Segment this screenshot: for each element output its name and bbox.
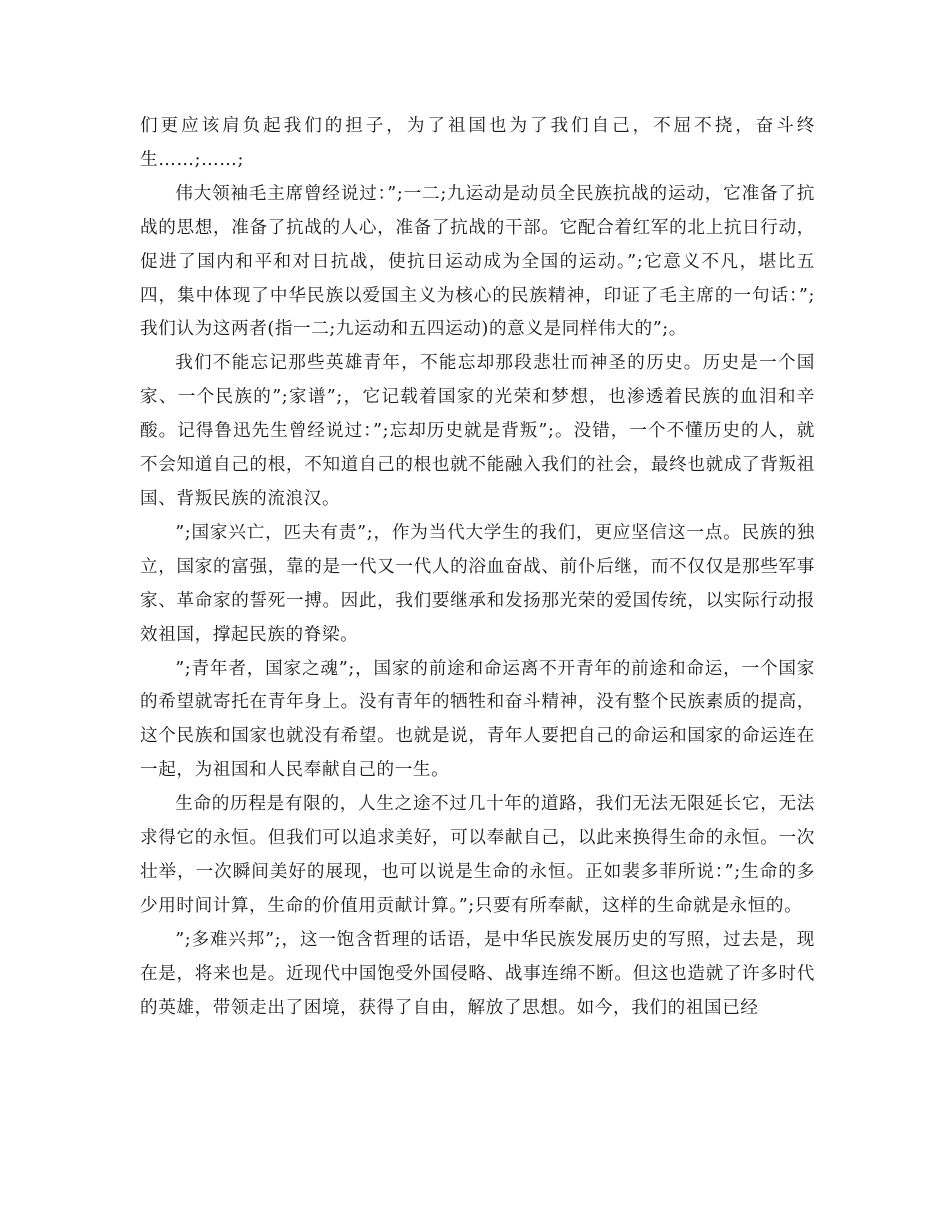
- paragraph-1: 们更应该肩负起我们的担子，为了祖国也为了我们自己，不屈不挠，奋斗终生……;……;: [140, 116, 815, 170]
- paragraph-6: 生命的历程是有限的，人生之途不过几十年的道路，我们无法无限延长它，无法求得它的永恒。但我们可以追求美好，可以奉献自己，以此来换得生命的永恒。一次壮举，一次瞬间美好的展现，也可以说是生命的永恒。正如裴多菲所说：”;生命的多少用时间计算，生命的价值用贡献计算。”;只要有所奉献，这样的生命就是永恒的。: [140, 794, 815, 916]
- paragraph-3: 我们不能忘记那些英雄青年，不能忘却那段悲壮而神圣的历史。历史是一个国家、一个民族的”;家谱”;，它记载着国家的光荣和梦想，也渗透着民族的血泪和辛酸。记得鲁迅先生曾经说过：”;忘却历史就是背叛”;。没错，一个不懂历史的人，就不会知道自己的根，不知道自己的根也就不能融入我们的社会，最终也就成了背叛祖国、背叛民族的流浪汉。: [140, 353, 815, 509]
- paragraph-7: ”;多难兴邦”;，这一饱含哲理的话语，是中华民族发展历史的写照，过去是，现在是，将来也是。近现代中国饱受外国侵略、战事连绵不断。但这也造就了许多时代的英雄，带领走出了困境，获得了自由，解放了思想。如今，我们的祖国已经: [140, 929, 815, 1018]
- paragraph-2: 伟大领袖毛主席曾经说过：”;一二;九运动是动员全民族抗战的运动，它准备了抗战的思想，准备了抗战的人心，准备了抗战的干部。它配合着红军的北上抗日行动，促进了国内和平和对日抗战，使抗日运动成为全国的运动。”;它意义不凡，堪比五四，集中体现了中华民族以爱国主义为核心的民族精神，印证了毛主席的一句话：”;我们认为这两者(指一二;九运动和五四运动)的意义是同样伟大的”;。: [140, 183, 815, 340]
- document-body: [140, 110, 815, 1025]
- paragraph-5: ”;青年者，国家之魂”;，国家的前途和命运离不开青年的前途和命运，一个国家的希望就寄托在青年身上。没有青年的牺牲和奋斗精神，没有整个民族素质的提高，这个民族和国家也就没有希望。也就是说，青年人要把自己的命运和国家的命运连在一起，为祖国和人民奉献自己的一生。: [140, 658, 815, 781]
- paragraph-4: ”;国家兴亡，匹夫有责”;，作为当代大学生的我们，更应坚信这一点。民族的独立，国家的富强，靠的是一代又一代人的浴血奋战、前仆后继，而不仅仅是那些军事家、革命家的誓死一搏。因此，我们要继承和发扬那光荣的爱国传统，以实际行动报效祖国，撑起民族的脊梁。: [140, 522, 815, 645]
